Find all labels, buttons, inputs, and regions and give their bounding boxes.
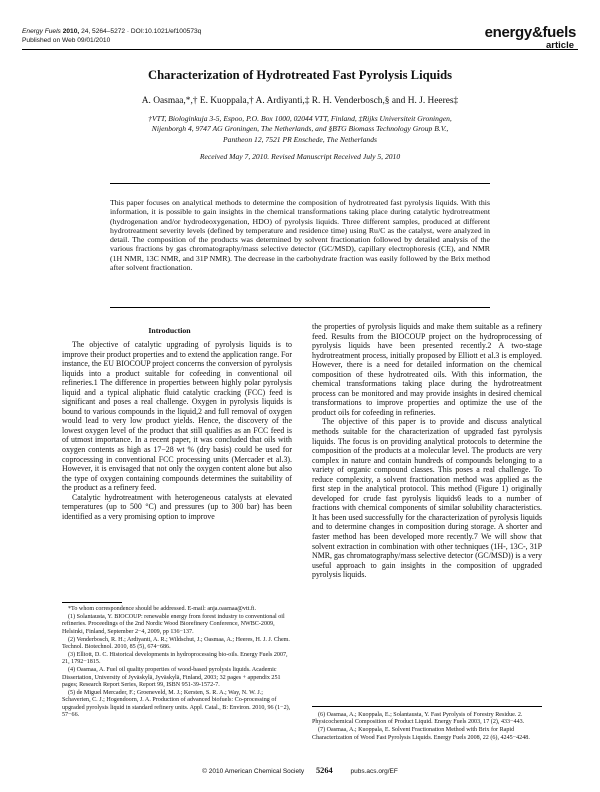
footnote: (5) de Miguel Mercader, F.; Groeneveld, M. J.; Kersten, S. R. A.; Way, N. W. J.; Schaverien, C. J.; Hogendoorn, J. A. Production of advanced biofuels: Co-processing of upgraded pyrolysis liquid in standard refinery units. Appl. Catal., B: Environ. 2010, 96 (1−2), 57−66. [62,689,291,719]
left-column-body [62,340,292,521]
footnotes-left [62,606,292,720]
paragraph: Catalytic hydrotreatment with heterogeneous catalysts at elevated temperatures (up to 500 °C) and pressures (up to 300 bar) has been identified as a very promising option to improve [62,492,292,521]
paragraph: The objective of catalytic upgrading of pyrolysis liquids is to improve their product properties and to extend the application range. For instance, the EU BIOCOUP project concerns the conversion of pyrolysis liquids into a product suitable for cofeeding in conventional oil refineries.1 The difference in properties between highly polar pyrolysis liquid and a typical aliphatic fluid catalytic cracking (FCC) feed is significant and poses a real challenge. Oxygen in pyrolysis liquids is bound to various compounds in the liquid,2 and full removal of oxygen would lead to very low product yields. Hence, the discovery of the lowest oxygen level of the product that still qualifies as an FCC feed is of utmost importance. In a recent paper, it was concluded that oils with oxygen contents as high as 17−28 wt % (dry basis) could be used for coprocessing in conventional FCC processing units (Mercader et al.3). However, it is envisaged that not only the oxygen content alone but also the type of oxygen containing compounds determines the suitability of the product as a refinery feed. [62,340,292,493]
right-column-body [312,322,542,580]
footnote: (4) Oasmaa, A. Fuel oil quality properties of wood-based pyrolysis liquids. Academic Dissertation, University of Jyväskylä, Jyväskylä, Finland, 2003; 32 pages + appendix 251 pages; Research Report Series, Report 99, ISBN 951-39-1572-7. [62,667,281,689]
paragraph: The objective of this paper is to provide and discuss analytical methods suitable for the characterization of upgraded fast pyrolysis liquids. The focus is on providing analytical protocols to determine the composition of the products at a molecular level. The products are very complex in nature and contain hundreds of compounds belonging to a variety of organic compound classes. This poses a real challenge. To reduce complexity, a solvent fractionation method was applied as the first step in the analytical protocol. This method (Figure 1) originally developed for crude fast pyrolysis liquids6 leads to a number of fractions with chemical components of similar solubility characteristics. It has been used successfully for the characterization of pyrolysis liquids and to determine changes in composition during storage. A shorter and faster method has been developed more recently.7 We will show that solvent extraction in combination with other techniques (1H-, 13C-, 31P NMR, gas chromatography/mass selective detector (GC/MSD)) is a very useful approach to gain insights in the composition of upgraded pyrolysis liquids. [312,417,542,580]
header-rule [22,49,578,50]
journal-logo [485,25,576,51]
footnote: (1) Solantausta, Y. BIOCOUP: renewable energy from forest industry to conventional oil refineries. Proceedings of the 2nd Nordic Wood Biorefinery Conference, NWBC-2009, Helsinki, Finland, September 2−4, 2009, pp 136−137. [62,613,285,635]
citation-details: 24, 5264–5272 · DOI:10.1021/ef100573q [81,28,202,35]
page-footer [0,766,600,775]
affiliation-line: Nijenborgh 4, 9747 AG Groningen, The Netherlands, and §BTG Biomass Technology Group B.V., [151,124,449,134]
footnote: (7) Oasmaa, A.; Kuoppala, E. Solvent Fractionation Method with Brix for Rapid Characterization of Wood Fast Pyrolysis Liquids. Energy Fuels 2008, 22 (6), 4245−4248. [312,727,530,741]
paper-title: Characterization of Hydrotreated Fast Pyrolysis Liquids [148,68,452,82]
paragraph: the properties of pyrolysis liquids and make them suitable as a refinery feed. Results from the BIOCOUP project on the hydroprocessing of pyrolysis liquids have been presented recently.2 A two-stage hydrotreatment process, initially proposed by Elliott et al.3 is employed. However, there is a need for detailed information on the chemical composition of these hydrotreated oils. With this information, the chemical transformations taking place during the hydrotreatment process can be monitored and may provide insights in desired chemical transformations to improve properties and optimize the use of the product oils for cofeeding in refineries. [312,322,542,417]
abstract-bottom-rule [110,307,490,308]
footnote: (3) Elliott, D. C. Historical developments in hydroprocessing bio-oils. Energy Fuels 2007, 21, 1792−1815. [62,651,288,666]
abstract-top-rule [110,183,490,184]
citation-header [22,27,201,45]
affiliation-line: †VTT, Biologinkuja 3-5, Espoo, P.O. Box 1000, 02044 VTT, Finland, ‡Rijks Universiteit Groningen, [148,114,452,123]
abstract: This paper focuses on analytical methods to determine the composition of hydrotreated fast pyrolysis liquids. With this information, it is possible to gain insights in the chemical transformations taking place during catalytic hydrotreatment (hydrogenation and/or hydrodeoxygenation, HDO) of pyrolysis liquids. Three different samples, produced at different hydrotreatment severity levels (defined by temperature and residence time) using Ru/C as the catalyst, were analyzed in detail. The composition of the products was determined by solvent fractionation followed by detailed analysis of the various fractions by gas chromatography/mass selective detector (GC/MSD), capillary electrophoresis (CE), and NMR (1H NMR, 13C NMR, and 31P NMR). The decrease in the carbohydrate fraction was easily followed by the Brix method after solvent fractionation. [110,198,490,273]
journal-url: pubs.acs.org/EF [350,768,398,775]
footnote: (2) Venderbosch, R. H.; Ardiyanti, A. R.; Wildschut, J.; Oasmaa, A.; Heeres, H. J. J. Chem. Technol. Biotechnol. 2010, 85 (5), 674−686. [62,636,290,651]
page-number: 5264 [315,766,333,775]
footnote: (6) Oasmaa, A.; Kuoppala, E.; Solantausta, Y. Fast Pyrolysis of Forestry Residue. 2. Physicochemical Composition of Product Liquid. Energy Fuels 2003, 17 (2), 433−443. [312,712,525,726]
citation-journal: Energy Fuels [22,28,61,35]
footnote: *To whom correspondence should be addressed. E-mail: anja.oasmaa@vtt.fi. [68,606,257,612]
author-list: A. Oasmaa,*,† E. Kuoppala,† A. Ardiyanti,‡ R. H. Venderbosch,§ and H. J. Heeres‡ [141,96,459,106]
citation-year: 2010, [62,28,80,35]
copyright: © 2010 American Chemical Society [202,768,305,775]
affiliations [80,114,520,145]
footnote-rule-left [62,602,122,603]
published-date: Published on Web 09/01/2010 [22,37,111,44]
received-dates: Received May 7, 2010. Revised Manuscript Received July 5, 2010 [199,152,401,161]
affiliation-line: Pantheon 12, 7521 PR Enschede, The Netherlands [223,134,377,144]
footnote-rule-right [312,706,542,707]
article-type-label: article [546,40,574,51]
section-heading: Introduction [148,326,191,335]
footnotes-right [312,712,542,743]
logo-text: energy&fuels [484,24,576,41]
